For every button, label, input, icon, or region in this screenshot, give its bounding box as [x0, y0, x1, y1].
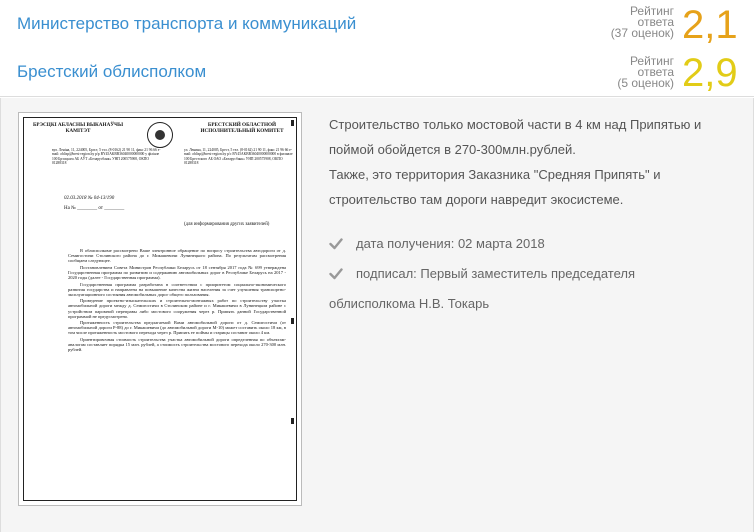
scan-edge-mark — [291, 120, 294, 126]
document-address-right: ул. Ленина, 11, 224005, Брест, 5 тел. (8-0162) 21 90 11, факс 21 96 66 e-mail: oblisp@brest-region.by р/с BY45AKBB36040000000000 в филиале 100 Брестского АБ ОАО «Беларусбанк» УНП 200575908, ОКПО 01288318 — [184, 148, 293, 166]
meta-item — [329, 259, 739, 319]
document-recipient: (для информирования других заявителей) — [184, 222, 270, 227]
organization-link[interactable]: Брестский облисполком — [17, 62, 207, 81]
meta-item — [329, 229, 739, 259]
document-thumbnail[interactable] — [18, 112, 302, 506]
document-header-right: БРЕСТСКИЙ ОБЛАСТНОЙ ИСПОЛНИТЕЛЬНЫЙ КОМИТЕТ — [200, 122, 284, 134]
received-date — [329, 229, 739, 259]
signed-by-text: облисполкома Н.В. Токарь — [329, 296, 490, 311]
organizations-list — [0, 0, 754, 97]
rating-count: (37 оценок) — [610, 26, 674, 40]
document-address-left: вул. Ленiна, 11, 224005, Брэст, 5 тэл. (8-0162) 21 90 11, факс 21 96 66 e-mail: oblisp@brest-region.by р/р BY45AKBB36040000000000 у фiлiяле 100 Брэсцкага АБ АЎТ «Беларусбанк» УНП 200575908, ОКПО 01288318 — [52, 148, 161, 166]
document-reg-number: 02.03.2018 № 04-13/190 — [64, 196, 115, 201]
statement-line: строительство там дороги навредит экосистеме. — [329, 192, 624, 207]
signed-by — [329, 259, 739, 319]
check-icon — [329, 229, 343, 259]
document-reg-ref: На № ________ от ________ — [64, 206, 125, 211]
document-scan — [23, 117, 297, 501]
statement-line: Строительство только мостовой части в 4 км над Припятью и — [329, 117, 702, 132]
statement-line: Также, это территория Заказника "Средняя Припять" и — [329, 167, 661, 182]
response-detail — [0, 98, 754, 532]
scan-edge-mark — [291, 318, 294, 324]
response-statement — [329, 112, 739, 212]
document-paragraph: В облисполкоме рассмотрено Ваше электронное обращение по вопросу строительства автодороги от д. Семигостичи Столинского района до г. Микашевичи Лунинецкого района. По результатам рассмотрения сообщаем следующее. — [68, 248, 286, 264]
document-body — [68, 248, 286, 354]
rating-count: (5 оценок) — [617, 76, 674, 90]
document-paragraph: Государственная программа разработана в соответствии с приоритетом социально-экономического развития государства и направлена на повышение качества жизни населения за счет улучшения транспортно-эксплуатационного состояния автомобильных дорог общего пользования. — [68, 281, 286, 297]
received-date-text: дата получения: 02 марта 2018 — [356, 236, 545, 251]
document-paragraph: Постановлением Совета Министров Республики Беларусь от 18 сентября 2017 года № 699 утверждена Государственная программа по развитию и содержанию автомобильных дорог в Республике Беларусь на 2017 - 2020 годы (далее - Государственная программа). — [68, 264, 286, 280]
rating-label — [611, 6, 674, 39]
emblem-icon — [147, 122, 173, 148]
organization-link[interactable]: Министерство транспорта и коммуникаций — [17, 14, 357, 33]
check-icon — [329, 259, 343, 289]
document-paragraph: Протяженность строительства предлагаемой Вами автомобильной дороги от д. Семигостичи (от автомобильной дороги Р-88) до г. Микашевичи (до автомобильной дороги М-10) может составить около 18 км, в том числе протяженность мостового перехода через р. Припять ее поймы и старицы составит около 4 км. — [68, 320, 286, 336]
rating-label-line: ответа — [637, 65, 674, 79]
rating-value: 2,1 — [682, 3, 738, 47]
organization-row — [0, 0, 754, 48]
document-paragraph: Проведение проектно-изыскательских и строительно-монтажных работ по строительству участка автомобильной дороги между д. Семигостичи в Столинском районе и г. Микашевичи в Лунинецком районе с устройством паромной переправы либо мостового сооружения через р. Припять данной Государственной программой не предусмотрено. — [68, 298, 286, 319]
rating-label — [617, 56, 674, 89]
document-paragraph: Ориентировочная стоимость строительства участка автомобильной дороги определенная по объектам-аналогам составляет порядка 15 млн. рублей, а стоимость строительства мостового перехода около 270-300 млн. рублей. — [68, 337, 286, 353]
rating-label-line: Рейтинг — [629, 4, 674, 18]
signed-by-text: подписал: Первый заместитель председателя — [356, 266, 635, 281]
scan-edge-mark — [291, 418, 294, 424]
statement-line: поймой обойдется в 270-300млн.рублей. — [329, 142, 576, 157]
rating-label-line: Рейтинг — [629, 54, 674, 68]
organization-row — [0, 48, 754, 96]
rating-value: 2,9 — [682, 51, 738, 95]
document-header-left: БРЭСЦКI АБЛАСНЫ ВЫКАНАЎЧЫ КАМIТЭТ — [32, 122, 124, 134]
rating-label-line: ответа — [637, 15, 674, 29]
